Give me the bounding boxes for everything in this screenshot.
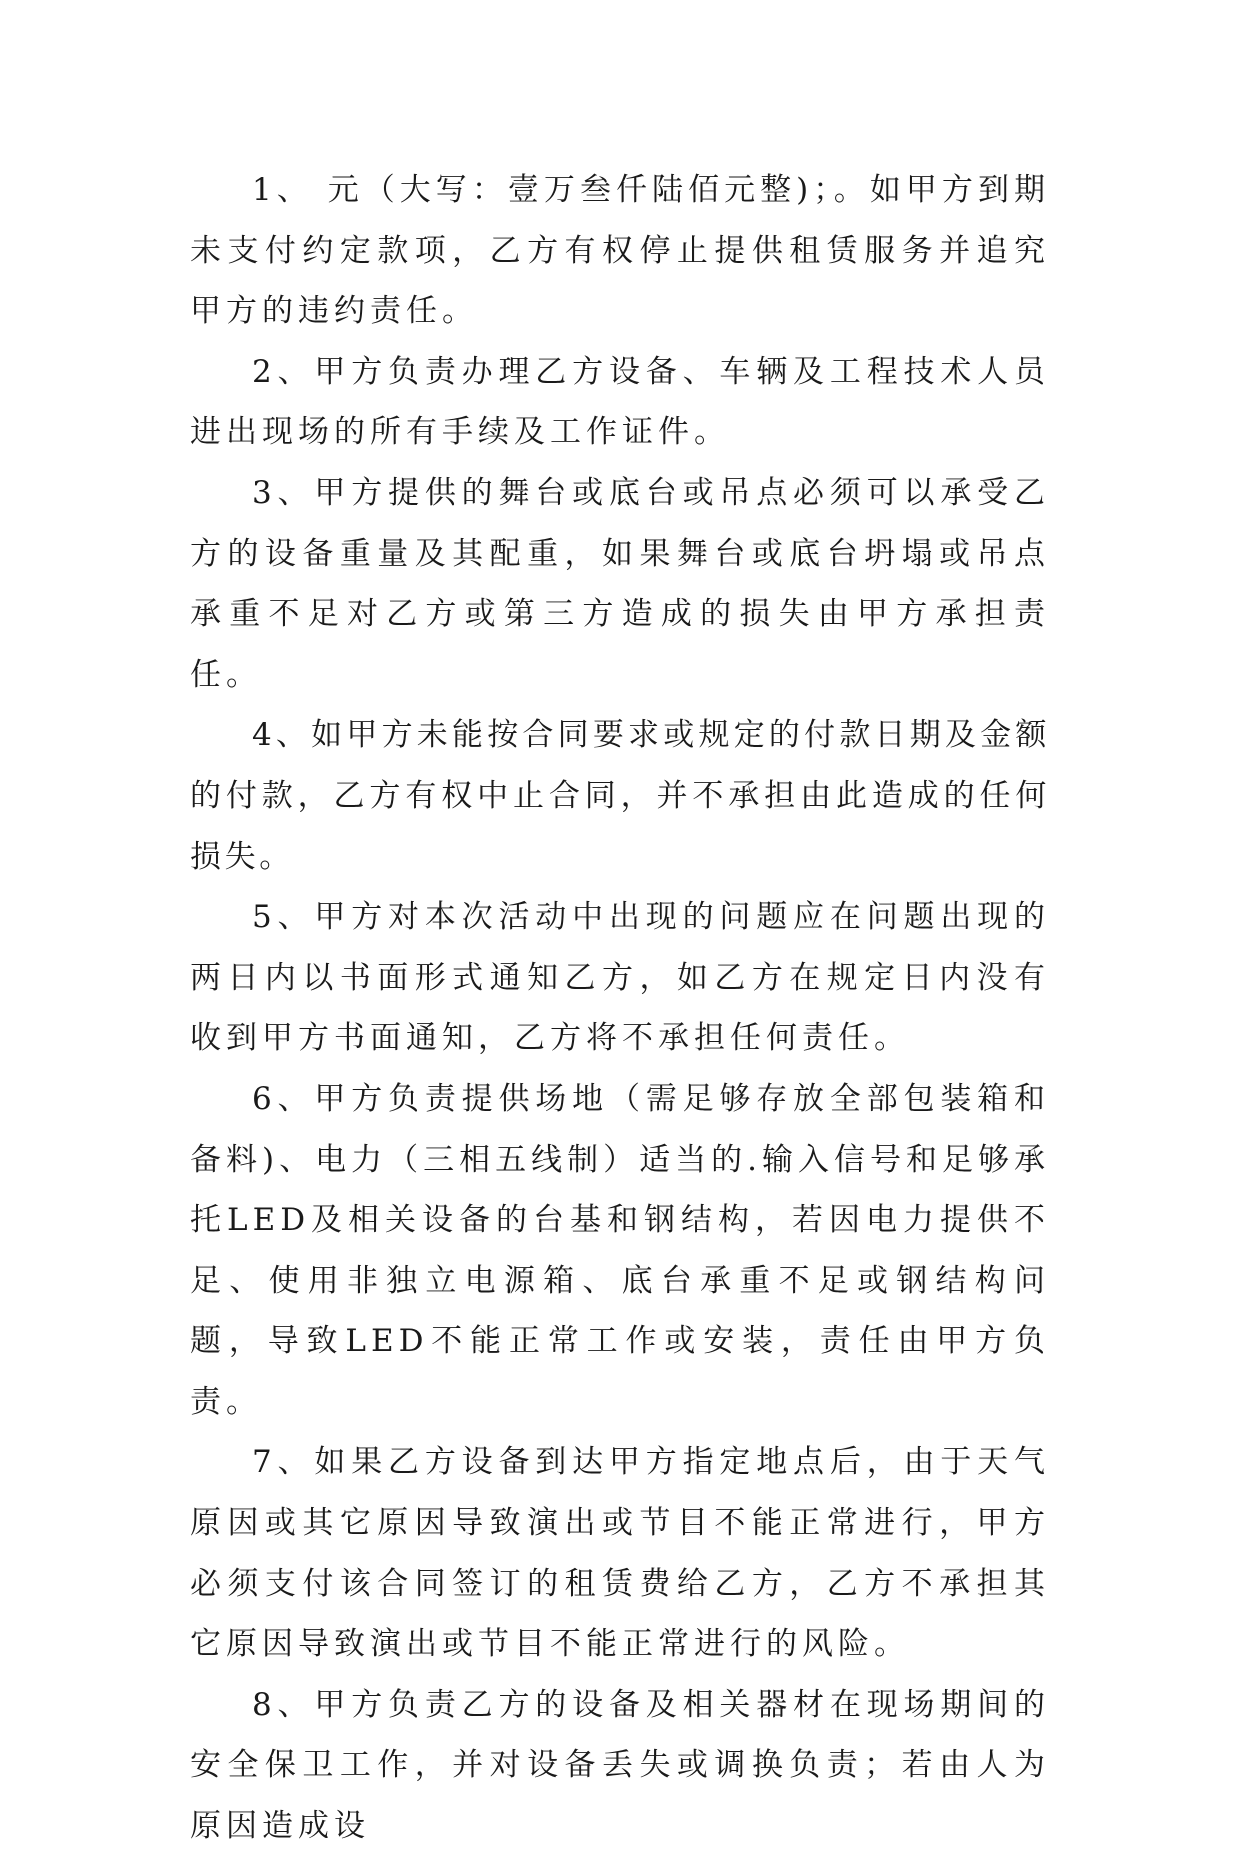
clause-paragraph-1: 1、 元（大写：壹万叁仟陆佰元整)；。如甲方到期未支付约定款项，乙方有权停止提供租赁服务并追究甲方的违约责任。 [190, 172, 1050, 330]
clause-paragraph-3: 3、甲方提供的舞台或底台或吊点必须可以承受乙方的设备重量及其配重，如果舞台或底台坍塌或吊点承重不足对乙方或第三方造成的损失由甲方承担责任。 [190, 474, 1050, 693]
clause-paragraph-8: 8、甲方负责乙方的设备及相关器材在现场期间的安全保卫工作，并对设备丢失或调换负责；若由人为原因造成设 [190, 1686, 1050, 1845]
clause-paragraph-4: 4、如甲方未能按合同要求或规定的付款日期及金额的付款，乙方有权中止合同，并不承担由此造成的任何损失。 [190, 717, 1050, 875]
clause-paragraph-6: 6、甲方负责提供场地（需足够存放全部包装箱和备料)、电力（三相五线制）适当的.输入信号和足够承托LED及相关设备的台基和钢结构，若因电力提供不足、使用非独立电源箱、底台承重不足或钢结构问题，导致LED不能正常工作或安装，责任由甲方负责。 [190, 1080, 1050, 1420]
clause-paragraph-2: 2、甲方负责办理乙方设备、车辆及工程技术人员进出现场的所有手续及工作证件。 [190, 353, 1050, 451]
clause-paragraph-7: 7、如果乙方设备到达甲方指定地点后，由于天气原因或其它原因导致演出或节目不能正常进行，甲方必须支付该合同签订的租赁费给乙方，乙方不承担其它原因导致演出或节目不能正常进行的风险。 [190, 1444, 1050, 1663]
clause-paragraph-5: 5、甲方对本次活动中出现的问题应在问题出现的两日内以书面形式通知乙方，如乙方在规定日内没有收到甲方书面通知，乙方将不承担任何责任。 [190, 899, 1050, 1057]
document-body [190, 160, 1050, 1857]
